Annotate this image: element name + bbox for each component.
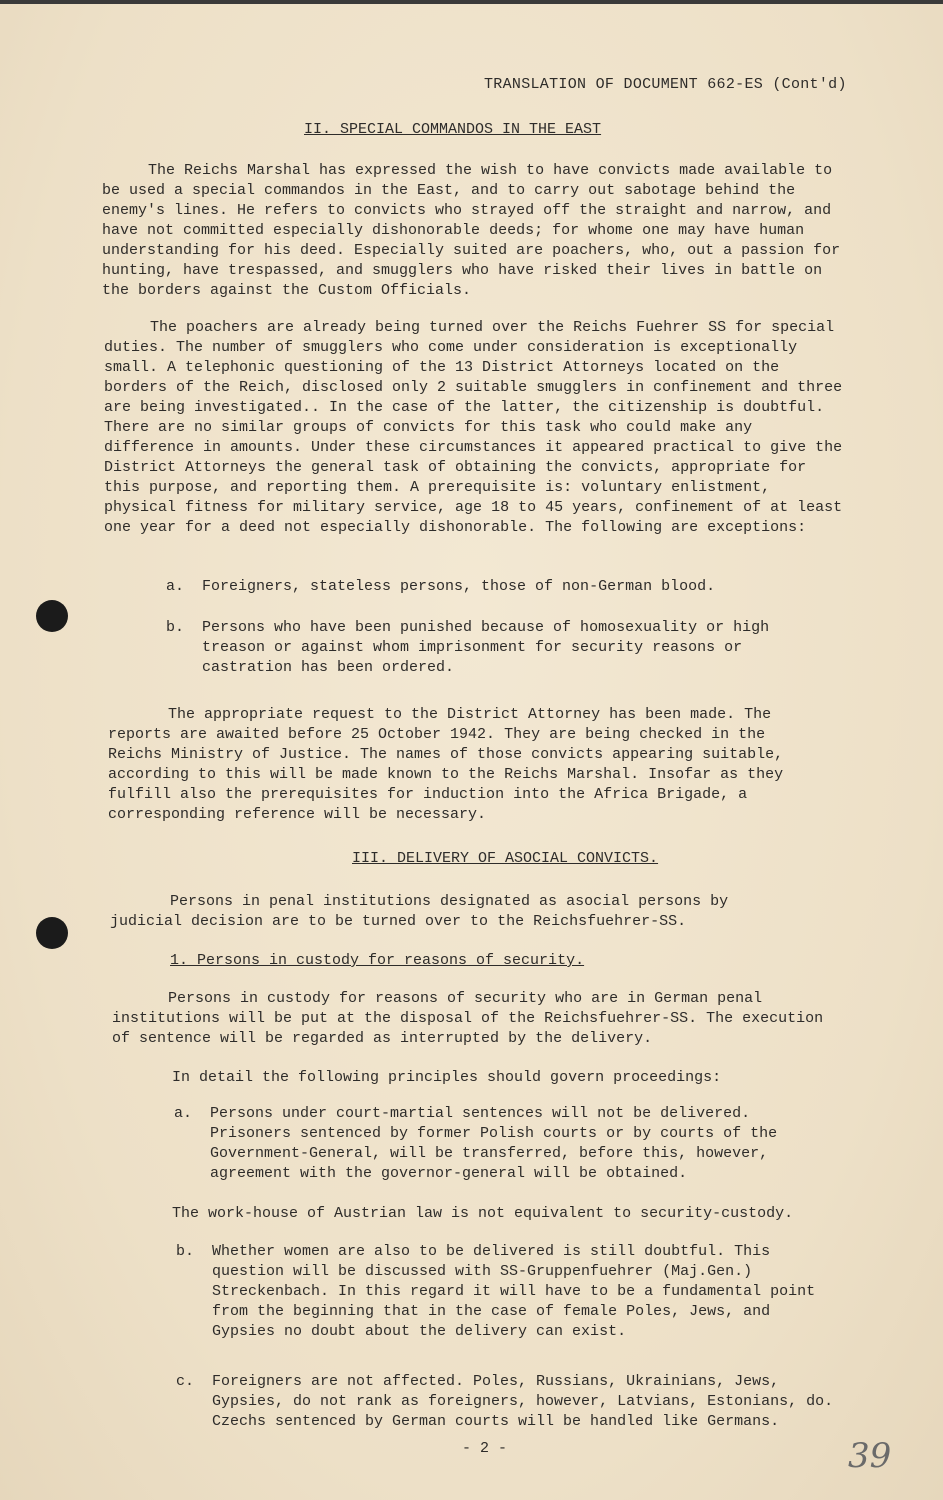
- item-letter: b.: [166, 619, 185, 636]
- section-ii-paragraph-3: The appropriate request to the District Attorney has been made. The reports are awaited before 25 October 1942. They are being checked in the Reichs Ministry of Justice. The names of those convicts appearing suitable, according to this will be made known to the Reichs Marshal. Insofar as they fulfill also the prerequisites for induction into the Africa Brigade, a corresponding reference will be necessary.: [108, 706, 784, 823]
- item-text: Foreigners are not affected. Poles, Russians, Ukrainians, Jews, Gypsies, do not rank as foreigners, however, Latvians, Estonians, do. Czechs sentenced by German courts will be handled like Germans.: [212, 1373, 834, 1430]
- section-iii-item-a: [174, 1104, 824, 1184]
- item-letter: a.: [174, 1105, 193, 1122]
- section-iii-paragraph-1: Persons in penal institutions designated as asocial persons by judicial decision are to be turned over to the Reichsfuehrer-SS.: [110, 893, 729, 930]
- section-iii-paragraph-4: The work-house of Austrian law is not equivalent to security-custody.: [172, 1205, 794, 1222]
- item-letter: c.: [176, 1373, 195, 1390]
- section-ii-item-a: [166, 577, 806, 597]
- punch-hole-top: [36, 600, 68, 632]
- section-ii-paragraph-1: The Reichs Marshal has expressed the wish to have convicts made available to be used a special commandos in the East, and to carry out sabotage behind the enemy's lines. He refers to convicts who strayed off the straight and narrow, and have not committed especially dishonorable deeds; for whome one may have human understanding for his deed. Especially suited are poachers, who, out a passion for hunting, have trespassed, and smugglers who have risked their lives in battle on the borders against the Custom Officials.: [102, 162, 841, 299]
- item-text: Persons under court-martial sentences will not be delivered. Prisoners sentenced by former Polish courts or by courts of the Government-General, will be transferred, before this, however, agreement with the governor-general will be obtained.: [210, 1105, 778, 1182]
- item-text: Foreigners, stateless persons, those of non-German blood.: [202, 578, 716, 595]
- page-number: - 2 -: [462, 1440, 508, 1457]
- section-iii-title: III. DELIVERY OF ASOCIAL CONVICTS.: [352, 850, 659, 867]
- section-iii-paragraph-3: In detail the following principles should govern proceedings:: [172, 1069, 722, 1086]
- item-text: Whether women are also to be delivered is still doubtful. This question will be discussed with SS-Gruppenfuehrer (Maj.Gen.) Streckenbach. In this regard it will have to be a fundamental point from the beginning that in the case of female Poles, Jews, and Gypsies no doubt about the delivery can exist.: [212, 1243, 816, 1340]
- section-ii-item-b: [166, 618, 818, 678]
- handwritten-page-number: 39: [848, 1436, 892, 1476]
- subsection-1-title: 1. Persons in custody for reasons of security.: [170, 952, 585, 969]
- item-letter: a.: [166, 578, 185, 595]
- section-ii-paragraph-2: The poachers are already being turned over the Reichs Fuehrer SS for special duties. The number of smugglers who come under consideration is exceptionally small. A telephonic questioning of the 13 District Attorneys located on the borders of the Reich, disclosed only 2 suitable smugglers in confinement and three are being investigated.. In the case of the latter, the citizenship is doubtful. There are no similar groups of convicts for this task who could make any difference in amounts. Under these circumstances it appeared practical to give the District Attorneys the general task of obtaining the convicts, appropriate for this purpose, and reporting them. A prerequisite is: voluntary enlistment, physical fitness for military service, age 18 to 45 years, confinement of at least one year for a deed not especially dishonorable. The following are exceptions:: [104, 319, 843, 536]
- item-text: Persons who have been punished because of homosexuality or high treason or against whom imprisonment for security reasons or castration has been ordered.: [202, 619, 770, 676]
- punch-hole-bottom: [36, 917, 68, 949]
- top-edge-line: [0, 0, 943, 4]
- document-header: TRANSLATION OF DOCUMENT 662-ES (Cont'd): [484, 76, 847, 93]
- section-ii-title: II. SPECIAL COMMANDOS IN THE EAST: [304, 121, 602, 138]
- section-iii-item-c: [176, 1372, 842, 1432]
- item-letter: b.: [176, 1243, 195, 1260]
- section-iii-item-b: [176, 1242, 826, 1342]
- section-iii-paragraph-2: Persons in custody for reasons of security who are in German penal institutions will be put at the disposal of the Reichsfuehrer-SS. The execution of sentence will be regarded as interrupted by the delivery.: [112, 990, 824, 1047]
